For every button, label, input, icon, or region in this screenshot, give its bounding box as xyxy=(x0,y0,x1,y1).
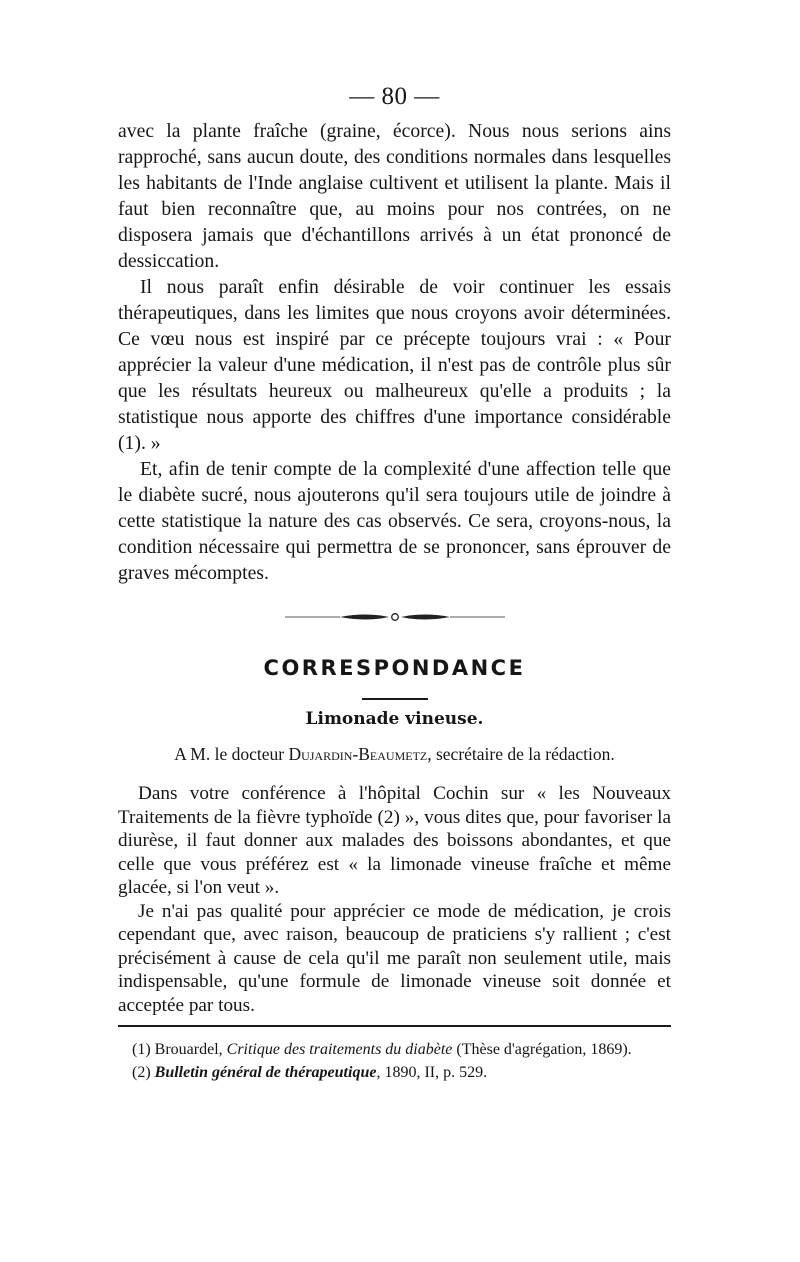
footnote-1-rest: (Thèse d'agrégation, 1869). xyxy=(452,1040,632,1058)
section-title: CORRESPONDANCE xyxy=(263,656,526,680)
section-subtitle: Limonade vineuse. xyxy=(305,709,484,729)
footnote-2 xyxy=(118,1062,671,1083)
ornament-divider-icon xyxy=(285,610,505,624)
page-number: — 80 — xyxy=(349,83,440,110)
book-page xyxy=(118,82,671,1083)
body-paragraph-2: Il nous paraît enfin désirable de voir continuer les essais thérapeutiques, dans les limites que nous croyons avoir déterminées. Ce vœu nous est inspiré par ce précepte toujours vrai : « Pour apprécier la valeur d'une médication, il n'est pas de contrôle plus sûr que les résultats heureux ou malheureux qu'elle a produits ; la statistique nous apporte des chiffres d'une importance considérable (1). » xyxy=(118,276,671,454)
footnote-1-author: Brouardel, xyxy=(154,1040,227,1058)
title-rule xyxy=(362,698,428,700)
body-paragraph-1: avec la plante fraîche (graine, écorce). Nous nous serions ains rapproché, sans aucun doute, des conditions normales dans lesquelles les habitants de l'Inde anglaise cultivent et utilisent la plante. Mais il faut bien reconnaître que, au moins pour nos contrées, on ne disposera jamais que d'échantillons arrivés à un état prononcé de dessiccation. xyxy=(118,120,671,272)
letter-body xyxy=(118,782,671,1017)
letter-address xyxy=(118,743,671,765)
address-suffix: , secrétaire de la rédaction. xyxy=(427,744,615,764)
footnote-rule xyxy=(118,1025,671,1027)
footnote-1-marker: (1) xyxy=(132,1040,155,1058)
footnotes xyxy=(118,1039,671,1083)
footnote-1-work: Critique des traitements du diabète xyxy=(226,1040,453,1058)
footnote-1 xyxy=(118,1039,671,1060)
footnote-2-work: Bulletin général de thérapeutique xyxy=(154,1063,377,1081)
letter-paragraph-2: Je n'ai pas qualité pour apprécier ce mode de médication, je crois cependant que, avec raison, beaucoup de praticiens s'y rallient ; c'est précisément à cause de cela qu'il me paraît non seulement utile, mais indispensable, qu'une formule de limonade vineuse soit donnée et acceptée par tous. xyxy=(118,900,671,1016)
footnote-2-marker: (2) xyxy=(132,1063,155,1081)
footnote-2-rest: , 1890, II, p. 529. xyxy=(376,1063,488,1081)
body-paragraph-3: Et, afin de tenir compte de la complexité d'une affection telle que le diabète sucré, nous ajouterons qu'il sera toujours utile de joindre à cette statistique la nature des cas observés. Ce sera, croyons-nous, la condition nécessaire qui permettra de se prononcer, sans éprouver de graves mécomptes. xyxy=(118,458,671,584)
address-prefix: A M. le docteur xyxy=(174,744,289,764)
address-name: Dujardin-Beaumetz xyxy=(288,744,428,764)
letter-paragraph-1: Dans votre conférence à l'hôpital Cochin sur « les Nouveaux Traitements de la fièvre typhoïde (2) », vous dites que, pour favoriser la diurèse, il faut donner aux malades des boissons abondantes, et que celle que vous préférez est « la limonade vineuse fraîche et même glacée, si l'on veut ». xyxy=(118,783,671,898)
body-text xyxy=(118,118,671,586)
